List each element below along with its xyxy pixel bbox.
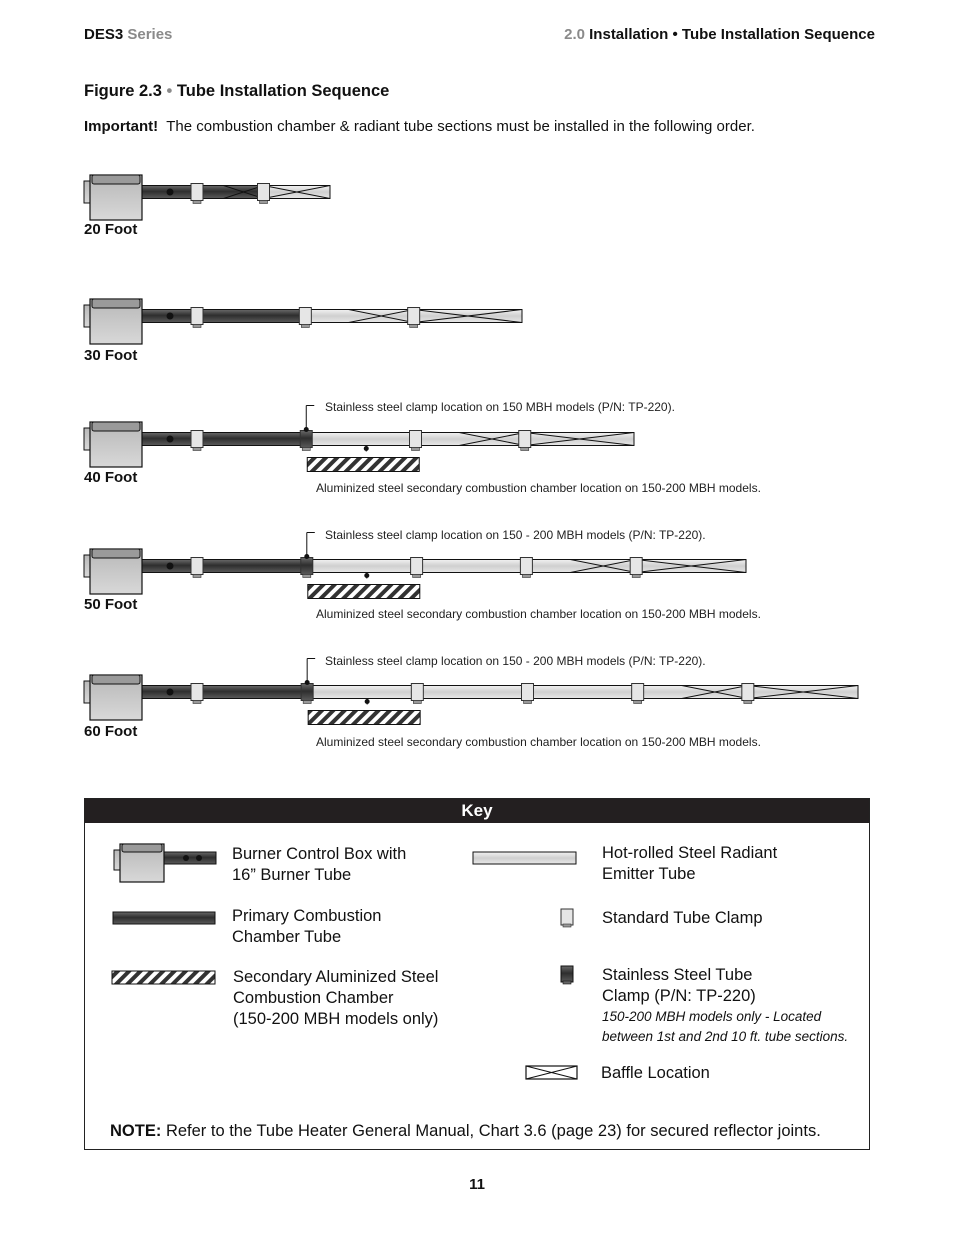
standard-clamp bbox=[258, 184, 270, 201]
config-label-50ft: 50 Foot bbox=[84, 596, 138, 613]
burner-fitting bbox=[167, 563, 174, 570]
standard-clamp bbox=[742, 684, 754, 701]
secondary-leader-dot bbox=[364, 446, 369, 451]
clamp-tab bbox=[193, 325, 201, 328]
clamp-tab bbox=[634, 701, 642, 704]
figure-title: Figure 2.3 • Tube Installation Sequence bbox=[84, 82, 390, 100]
page-number: 11 bbox=[469, 1176, 485, 1193]
burner-fitting bbox=[167, 436, 174, 443]
key-note: NOTE: Refer to the Tube Heater General Manual, Chart 3.6 (page 23) for secured reflector joints. bbox=[110, 1122, 821, 1140]
clamp-tab bbox=[410, 325, 418, 328]
secondary-note-50ft: Aluminized steel secondary combustion chamber location on 150-200 MBH models. bbox=[316, 607, 761, 621]
standard-clamp bbox=[299, 308, 311, 325]
clamp-note-50ft: Stainless steel clamp location on 150 - 200 MBH models (P/N: TP-220). bbox=[325, 528, 706, 542]
clamp-tab bbox=[303, 575, 311, 578]
clamp-tab bbox=[521, 448, 529, 451]
burner-fitting bbox=[167, 189, 174, 196]
standard-clamp bbox=[520, 558, 532, 575]
secondary-leader-dot bbox=[365, 699, 370, 704]
clamp-leader-dot bbox=[304, 554, 309, 559]
radiant-tube bbox=[307, 686, 858, 699]
standard-clamp bbox=[632, 684, 644, 701]
section-header: 2.0 Installation • Tube Installation Sequence bbox=[564, 26, 875, 43]
clamp-tab bbox=[193, 575, 201, 578]
standard-clamp bbox=[191, 558, 203, 575]
secondary-note-40ft: Aluminized steel secondary combustion chamber location on 150-200 MBH models. bbox=[316, 481, 761, 495]
secondary-chamber bbox=[308, 585, 420, 599]
standard-clamp bbox=[411, 684, 423, 701]
burner-box-lid bbox=[92, 422, 140, 431]
primary-tube bbox=[140, 433, 306, 446]
standard-clamp bbox=[191, 308, 203, 325]
clamp-tab bbox=[302, 448, 310, 451]
clamp-tab bbox=[303, 701, 311, 704]
standard-clamp bbox=[410, 431, 422, 448]
clamp-tab bbox=[524, 701, 532, 704]
clamp-tab bbox=[632, 575, 640, 578]
series-header: DES3 Series bbox=[84, 26, 173, 43]
primary-tube bbox=[140, 310, 305, 323]
key-standard-clamp-label: Standard Tube Clamp bbox=[602, 909, 763, 927]
secondary-chamber bbox=[308, 711, 420, 725]
standard-clamp bbox=[191, 184, 203, 201]
primary-tube bbox=[140, 560, 307, 573]
secondary-leader-dot bbox=[364, 573, 369, 578]
stainless-clamp bbox=[300, 431, 312, 448]
burner-fitting bbox=[167, 689, 174, 696]
important-notice: Important! The combustion chamber & radiant tube sections must be installed in the following order. bbox=[84, 118, 755, 135]
clamp-tab bbox=[193, 701, 201, 704]
clamp-tab bbox=[412, 448, 420, 451]
secondary-chamber bbox=[307, 458, 419, 472]
clamp-tab bbox=[193, 448, 201, 451]
clamp-leader-dot bbox=[305, 680, 310, 685]
key-baffle-label: Baffle Location bbox=[601, 1064, 710, 1082]
burner-fitting bbox=[167, 313, 174, 320]
clamp-tab bbox=[522, 575, 530, 578]
config-label-20ft: 20 Foot bbox=[84, 221, 138, 238]
key-primary-label: Primary Combustion Chamber Tube bbox=[232, 907, 382, 946]
burner-box-lid bbox=[92, 299, 140, 308]
standard-clamp bbox=[408, 308, 420, 325]
key-title: Key bbox=[85, 799, 869, 823]
key-hotrolled-label: Hot-rolled Steel Radiant Emitter Tube bbox=[602, 844, 778, 883]
clamp-tab bbox=[413, 701, 421, 704]
standard-clamp bbox=[191, 684, 203, 701]
config-label-40ft: 40 Foot bbox=[84, 469, 138, 486]
standard-clamp bbox=[522, 684, 534, 701]
primary-tube bbox=[140, 686, 307, 699]
clamp-tab bbox=[260, 201, 268, 204]
stainless-clamp bbox=[301, 558, 313, 575]
stainless-clamp bbox=[301, 684, 313, 701]
clamp-tab bbox=[744, 701, 752, 704]
clamp-tab bbox=[301, 325, 309, 328]
secondary-note-60ft: Aluminized steel secondary combustion chamber location on 150-200 MBH models. bbox=[316, 735, 761, 749]
clamp-tab bbox=[193, 201, 201, 204]
config-label-60ft: 60 Foot bbox=[84, 723, 138, 740]
standard-clamp bbox=[191, 431, 203, 448]
burner-box-lid bbox=[92, 675, 140, 684]
clamp-tab bbox=[413, 575, 421, 578]
key-secondary-label: Secondary Aluminized Steel Combustion Chamber (150-200 MBH models only) bbox=[233, 968, 439, 1028]
key-stainless-clamp-label: Stainless Steel Tube Clamp (P/N: TP-220) 150-200 MBH models only - Located between 1st and 2nd 10 ft. tube sections. bbox=[602, 966, 849, 1044]
burner-box-lid bbox=[92, 549, 140, 558]
burner-box-lid bbox=[92, 175, 140, 184]
config-label-30ft: 30 Foot bbox=[84, 347, 138, 364]
key-burner-label: Burner Control Box with 16” Burner Tube bbox=[232, 845, 407, 884]
standard-clamp bbox=[411, 558, 423, 575]
clamp-note-60ft: Stainless steel clamp location on 150 - 200 MBH models (P/N: TP-220). bbox=[325, 654, 706, 668]
standard-clamp bbox=[630, 558, 642, 575]
clamp-note-40ft: Stainless steel clamp location on 150 MBH models (P/N: TP-220). bbox=[325, 400, 675, 414]
clamp-leader-dot bbox=[304, 427, 309, 432]
standard-clamp bbox=[519, 431, 531, 448]
